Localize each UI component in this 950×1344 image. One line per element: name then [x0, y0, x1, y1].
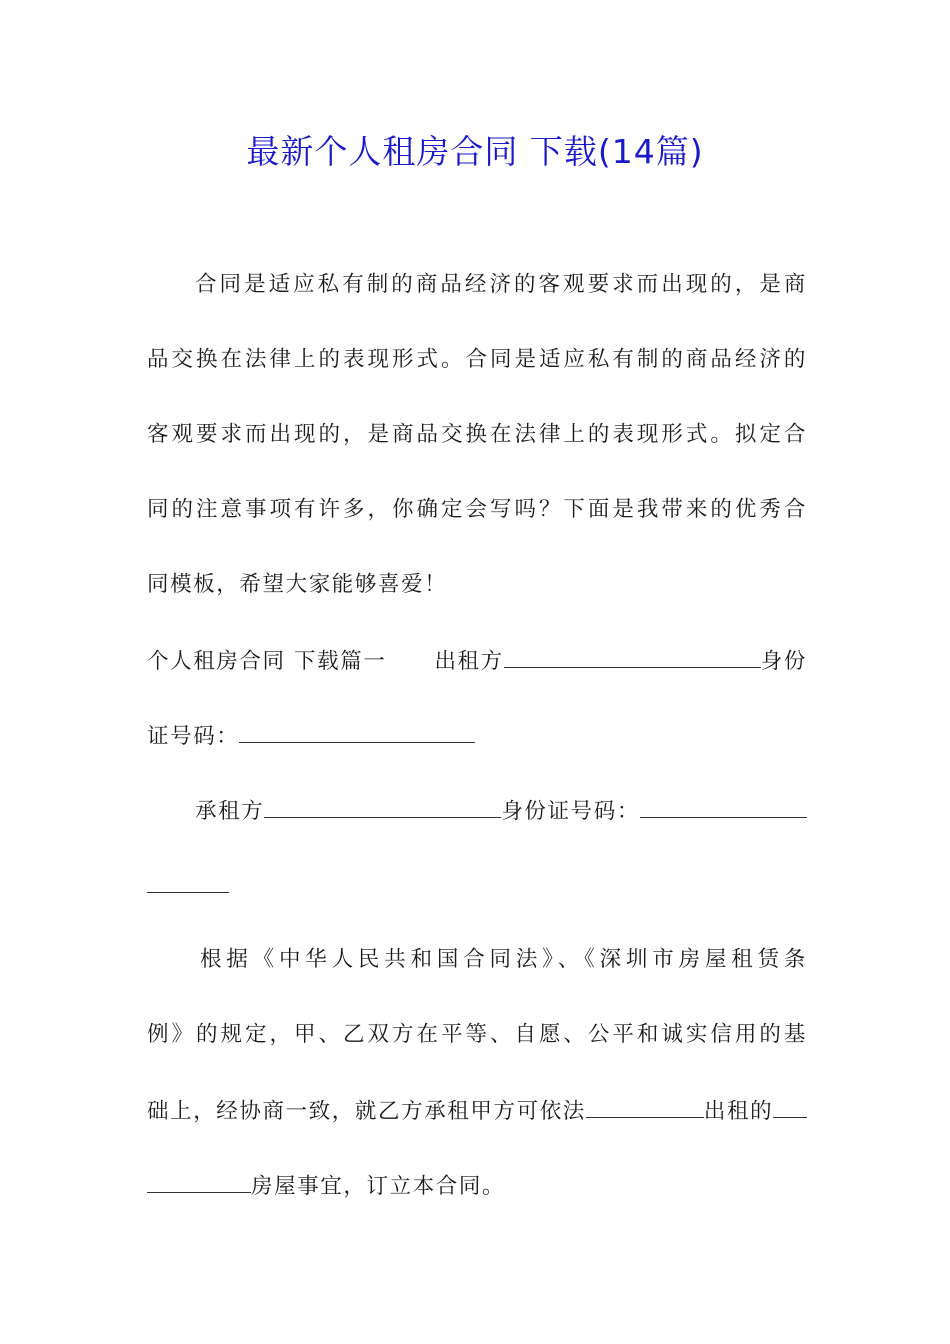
- lessor-id-blank[interactable]: [239, 720, 475, 743]
- lessor-name-blank[interactable]: [504, 645, 761, 668]
- intro-line-2: 品交换在法律上的表现形式。合同是适应私有制的商品经济的: [147, 347, 807, 372]
- section-heading: 个人租房合同 下载篇一: [147, 649, 387, 674]
- lessee-id-blank-continued[interactable]: [147, 870, 229, 893]
- intro-line-4: 同的注意事项有许多，你确定会写吗？下面是我带来的优秀合: [147, 497, 807, 522]
- document-title: 最新个人租房合同 下载(14篇): [246, 132, 704, 171]
- lessor-row: [147, 645, 807, 675]
- basis-line-4-end: 房屋事宜，订立本合同。: [251, 1174, 506, 1199]
- basis-line-3-text: 础上，经协商一致，就乙方承租甲方可依法: [147, 1099, 586, 1124]
- lessee-id-continue-row: [147, 870, 807, 900]
- basis-line-3-mid: 出租的: [703, 1099, 774, 1124]
- lessee-name-blank[interactable]: [264, 795, 501, 818]
- property-address-blank[interactable]: [773, 1095, 807, 1118]
- basis-line-1: 根据《中华人民共和国合同法》、《深圳市房屋租赁条: [200, 947, 807, 972]
- property-address-blank-continued[interactable]: [147, 1170, 251, 1193]
- basis-line-4: [147, 1170, 807, 1200]
- lessor-id-row: [147, 720, 807, 750]
- lessee-row: [195, 795, 807, 825]
- property-location-blank[interactable]: [586, 1095, 704, 1118]
- lessor-suffix: 身份: [760, 649, 807, 674]
- basis-line-2: 例》的规定，甲、乙双方在平等、自愿、公平和诚实信用的基: [147, 1022, 807, 1047]
- intro-line-1: 合同是适应私有制的商品经济的客观要求而出现的，是商: [195, 272, 807, 297]
- lessor-id-label: 证号码：: [147, 724, 240, 749]
- lessor-label: 出租方: [434, 649, 504, 674]
- basis-line-3: [147, 1095, 807, 1125]
- lessee-id-blank[interactable]: [640, 795, 807, 818]
- intro-line-5: 同模板，希望大家能够喜爱！: [147, 572, 448, 597]
- lessee-id-label: 身份证号码：: [501, 799, 640, 824]
- lessee-label: 承租方: [195, 799, 265, 824]
- intro-line-3: 客观要求而出现的，是商品交换在法律上的表现形式。拟定合: [147, 422, 807, 447]
